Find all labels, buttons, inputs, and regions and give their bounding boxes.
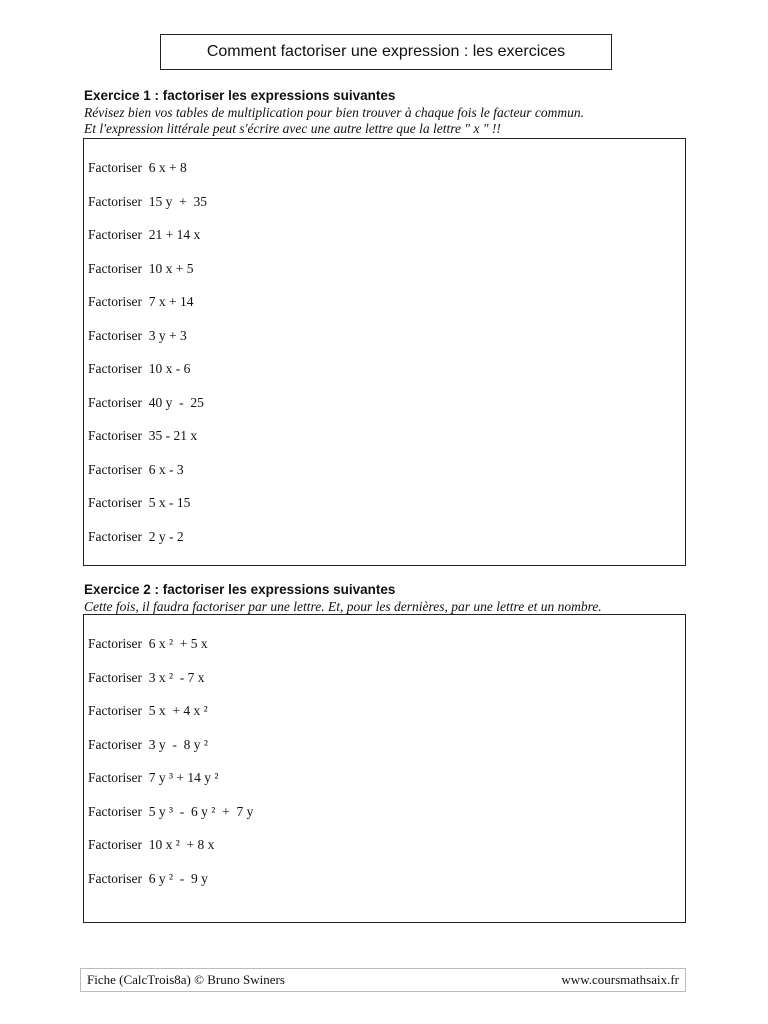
item-expression: 40 y - 25 bbox=[148, 394, 204, 410]
item-expression: 7 y ³ + 14 y ² bbox=[148, 770, 219, 785]
exercise-item bbox=[88, 428, 197, 444]
item-expression: 10 x - 6 bbox=[148, 361, 191, 376]
exercise-item bbox=[88, 529, 184, 545]
item-label: Factoriser bbox=[88, 327, 142, 343]
exercise-item bbox=[88, 670, 205, 686]
exercise-item bbox=[88, 462, 184, 478]
item-label: Factoriser bbox=[88, 227, 142, 242]
item-label: Factoriser bbox=[88, 803, 142, 819]
exercise2-box bbox=[83, 614, 686, 923]
item-label: Factoriser bbox=[88, 770, 142, 785]
item-label: Factoriser bbox=[88, 428, 142, 443]
item-expression: 5 x + 4 x ² bbox=[148, 703, 208, 718]
item-label: Factoriser bbox=[88, 703, 142, 718]
item-expression: 7 x + 14 bbox=[148, 294, 194, 309]
item-label: Factoriser bbox=[88, 636, 142, 651]
item-expression: 3 y - 8 y ² bbox=[148, 736, 208, 752]
exercise-item bbox=[88, 227, 200, 243]
exercise-item bbox=[88, 871, 208, 887]
item-label: Factoriser bbox=[88, 669, 142, 685]
item-expression: 6 x - 3 bbox=[148, 461, 184, 477]
item-label: Factoriser bbox=[88, 461, 142, 477]
page-title: Comment factoriser une expression : les exercices bbox=[160, 34, 612, 70]
exercise-item bbox=[88, 703, 208, 719]
exercise-item bbox=[88, 328, 187, 344]
exercise-item bbox=[88, 837, 214, 853]
item-label: Factoriser bbox=[88, 193, 142, 209]
exercise-item bbox=[88, 294, 193, 310]
item-expression: 21 + 14 x bbox=[148, 227, 201, 242]
exercise-item bbox=[88, 261, 193, 277]
item-label: Factoriser bbox=[88, 160, 142, 175]
footer-website: www.coursmathsaix.fr bbox=[561, 972, 679, 987]
item-label: Factoriser bbox=[88, 294, 142, 309]
item-expression: 5 x - 15 bbox=[148, 495, 191, 510]
exercise-item bbox=[88, 194, 207, 210]
item-label: Factoriser bbox=[88, 528, 142, 544]
item-expression: 10 x + 5 bbox=[148, 260, 194, 276]
item-expression: 2 y - 2 bbox=[148, 528, 184, 544]
footer bbox=[80, 968, 686, 992]
exercise1-instruction-2: Et l'expression littérale peut s'écrire avec une autre lettre que la lettre " x " !! bbox=[84, 121, 501, 136]
exercise1-heading: Exercice 1 : factoriser les expressions suivantes bbox=[84, 88, 396, 103]
exercise2-instruction-1: Cette fois, il faudra factoriser par une lettre. Et, pour les dernières, par une lettre et un nombre. bbox=[84, 599, 602, 614]
item-label: Factoriser bbox=[88, 260, 142, 276]
exercise1-instruction-1: Révisez bien vos tables de multiplication pour bien trouver à chaque fois le facteur commun. bbox=[84, 105, 585, 120]
item-expression: 10 x ² + 8 x bbox=[148, 837, 215, 852]
item-expression: 5 y ³ - 6 y ² + 7 y bbox=[148, 803, 254, 819]
exercise-item bbox=[88, 495, 190, 511]
exercise-item bbox=[88, 636, 208, 652]
item-expression: 6 x ² + 5 x bbox=[148, 636, 208, 651]
item-label: Factoriser bbox=[88, 736, 142, 752]
item-expression: 6 x + 8 bbox=[148, 160, 187, 175]
item-label: Factoriser bbox=[88, 394, 142, 410]
item-label: Factoriser bbox=[88, 837, 142, 852]
item-expression: 35 - 21 x bbox=[148, 428, 198, 443]
item-expression: 6 y ² - 9 y bbox=[148, 870, 208, 886]
exercise-item bbox=[88, 770, 218, 786]
item-expression: 15 y + 35 bbox=[148, 193, 207, 209]
exercise1-box bbox=[83, 138, 686, 566]
exercise-item bbox=[88, 804, 253, 820]
exercise2-heading: Exercice 2 : factoriser les expressions suivantes bbox=[84, 582, 396, 597]
item-label: Factoriser bbox=[88, 870, 142, 886]
item-label: Factoriser bbox=[88, 495, 142, 510]
item-expression: 3 y + 3 bbox=[148, 327, 187, 343]
exercise-item bbox=[88, 737, 208, 753]
exercise-item bbox=[88, 361, 190, 377]
item-expression: 3 x ² - 7 x bbox=[148, 669, 205, 685]
item-label: Factoriser bbox=[88, 361, 142, 376]
exercise-item bbox=[88, 160, 187, 176]
exercise-item bbox=[88, 395, 204, 411]
footer-credit: Fiche (CalcTrois8a) © Bruno Swiners bbox=[87, 972, 285, 987]
